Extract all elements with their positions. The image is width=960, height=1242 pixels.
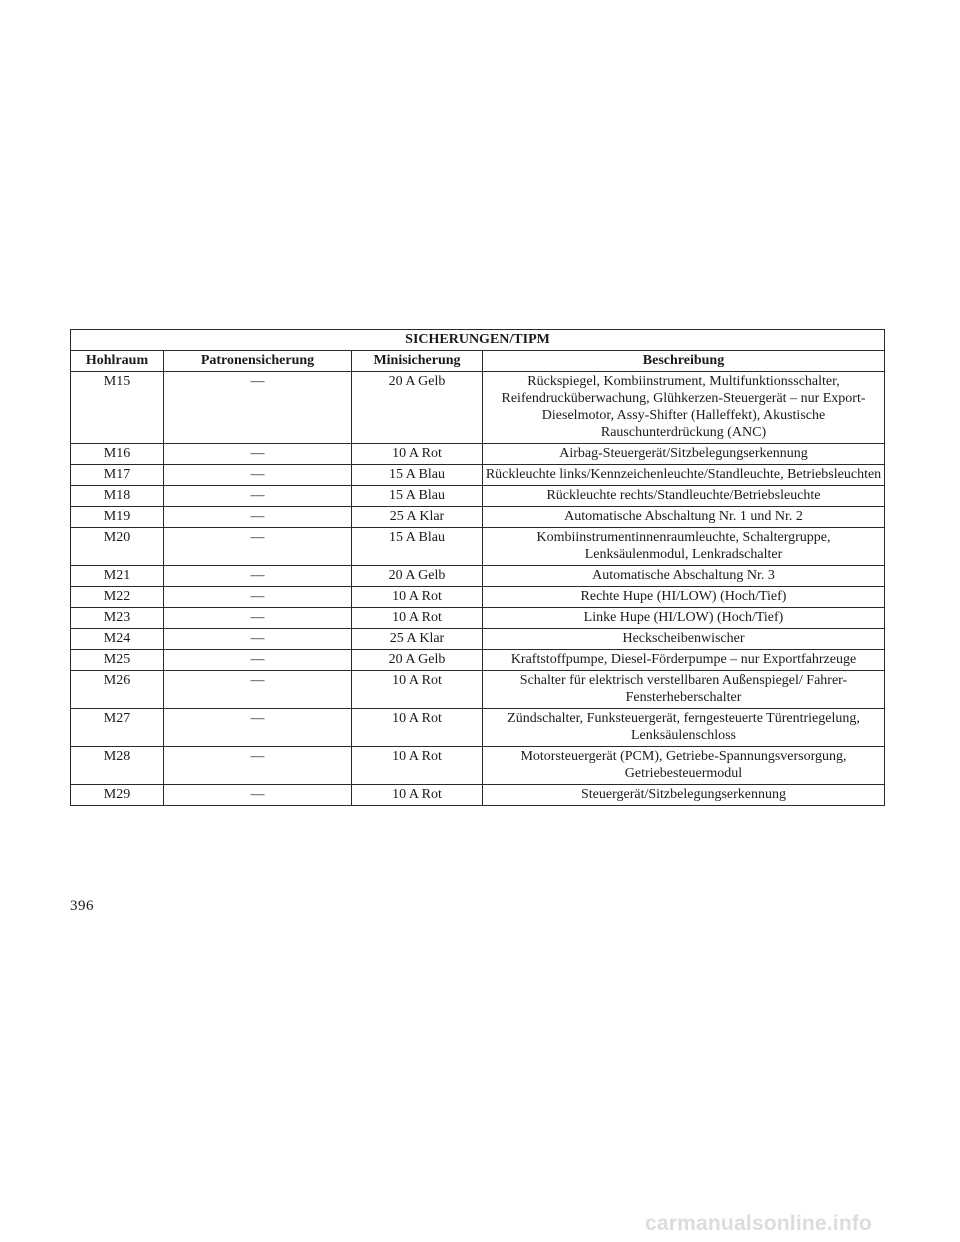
cell-cartridge: —: [164, 528, 352, 566]
cell-description: Schalter für elektrisch verstellbaren Außenspiegel/ Fahrer-Fensterheberschalter: [483, 671, 885, 709]
cell-cartridge: —: [164, 650, 352, 671]
cell-mini: 25 A Klar: [352, 507, 483, 528]
table-row: [71, 608, 885, 629]
cell-cavity: M21: [71, 566, 164, 587]
table-row: [71, 486, 885, 507]
watermark: carmanualsonline.info: [645, 1212, 873, 1235]
cell-cartridge: —: [164, 566, 352, 587]
table-row: [71, 785, 885, 806]
cell-description: Rückleuchte links/Kennzeichenleuchte/Standleuchte, Betriebsleuchten: [483, 465, 885, 486]
table-title: SICHERUNGEN/TIPM: [71, 330, 885, 351]
cell-cartridge: —: [164, 747, 352, 785]
cell-cavity: M17: [71, 465, 164, 486]
header-mini: Minisicherung: [352, 351, 483, 372]
cell-cartridge: —: [164, 507, 352, 528]
cell-cavity: M22: [71, 587, 164, 608]
page-number: 396: [70, 898, 94, 914]
cell-cavity: M25: [71, 650, 164, 671]
cell-cartridge: —: [164, 465, 352, 486]
cell-cartridge: —: [164, 785, 352, 806]
cell-description: Kraftstoffpumpe, Diesel-Förderpumpe – nur Exportfahrzeuge: [483, 650, 885, 671]
cell-description: Zündschalter, Funksteuergerät, ferngesteuerte Türentriegelung, Lenksäulenschloss: [483, 709, 885, 747]
table-row: [71, 629, 885, 650]
table-row: [71, 507, 885, 528]
cell-mini: 10 A Rot: [352, 709, 483, 747]
table-row: [71, 747, 885, 785]
header-cavity: Hohlraum: [71, 351, 164, 372]
cell-description: Heckscheibenwischer: [483, 629, 885, 650]
cell-mini: 15 A Blau: [352, 486, 483, 507]
cell-mini: 10 A Rot: [352, 444, 483, 465]
cell-cavity: M24: [71, 629, 164, 650]
cell-cavity: M27: [71, 709, 164, 747]
cell-cavity: M23: [71, 608, 164, 629]
table-row: [71, 465, 885, 486]
fuse-table: [70, 329, 885, 806]
cell-cartridge: —: [164, 444, 352, 465]
cell-description: Automatische Abschaltung Nr. 1 und Nr. 2: [483, 507, 885, 528]
table-row: [71, 587, 885, 608]
cell-mini: 20 A Gelb: [352, 372, 483, 444]
cell-cartridge: —: [164, 486, 352, 507]
cell-mini: 10 A Rot: [352, 747, 483, 785]
cell-cavity: M28: [71, 747, 164, 785]
cell-cavity: M20: [71, 528, 164, 566]
cell-description: Motorsteuergerät (PCM), Getriebe-Spannungsversorgung, Getriebesteuermodul: [483, 747, 885, 785]
cell-description: Rechte Hupe (HI/LOW) (Hoch/Tief): [483, 587, 885, 608]
cell-cartridge: —: [164, 372, 352, 444]
cell-mini: 10 A Rot: [352, 587, 483, 608]
cell-cartridge: —: [164, 629, 352, 650]
cell-description: Automatische Abschaltung Nr. 3: [483, 566, 885, 587]
table-header-row: [71, 351, 885, 372]
cell-cartridge: —: [164, 587, 352, 608]
cell-description: Rückspiegel, Kombiinstrument, Multifunktionsschalter, Reifendrucküberwachung, Glühkerzen-Steuergerät – nur Export-Dieselmotor, Assy-Shifter (Halleffekt), Akustische Rauschunterdrückung (ANC): [483, 372, 885, 444]
header-cartridge: Patronensicherung: [164, 351, 352, 372]
table-row: [71, 650, 885, 671]
header-description: Beschreibung: [483, 351, 885, 372]
table-row: [71, 372, 885, 444]
table-row: [71, 444, 885, 465]
cell-description: Airbag-Steuergerät/Sitzbelegungserkennung: [483, 444, 885, 465]
cell-mini: 20 A Gelb: [352, 650, 483, 671]
cell-cartridge: —: [164, 608, 352, 629]
table-row: [71, 528, 885, 566]
cell-description: Linke Hupe (HI/LOW) (Hoch/Tief): [483, 608, 885, 629]
table-row: [71, 566, 885, 587]
cell-mini: 20 A Gelb: [352, 566, 483, 587]
cell-description: Kombiinstrumentinnenraumleuchte, Schaltergruppe, Lenksäulenmodul, Lenkradschalter: [483, 528, 885, 566]
cell-description: Rückleuchte rechts/Standleuchte/Betriebsleuchte: [483, 486, 885, 507]
cell-cavity: M29: [71, 785, 164, 806]
cell-mini: 15 A Blau: [352, 528, 483, 566]
cell-mini: 10 A Rot: [352, 785, 483, 806]
table-row: [71, 671, 885, 709]
cell-description: Steuergerät/Sitzbelegungserkennung: [483, 785, 885, 806]
cell-cavity: M18: [71, 486, 164, 507]
cell-cavity: M15: [71, 372, 164, 444]
cell-mini: 15 A Blau: [352, 465, 483, 486]
cell-mini: 10 A Rot: [352, 608, 483, 629]
cell-mini: 10 A Rot: [352, 671, 483, 709]
cell-cavity: M19: [71, 507, 164, 528]
table-title-row: [71, 330, 885, 351]
cell-cavity: M26: [71, 671, 164, 709]
cell-mini: 25 A Klar: [352, 629, 483, 650]
cell-cartridge: —: [164, 671, 352, 709]
table-row: [71, 709, 885, 747]
cell-cartridge: —: [164, 709, 352, 747]
cell-cavity: M16: [71, 444, 164, 465]
